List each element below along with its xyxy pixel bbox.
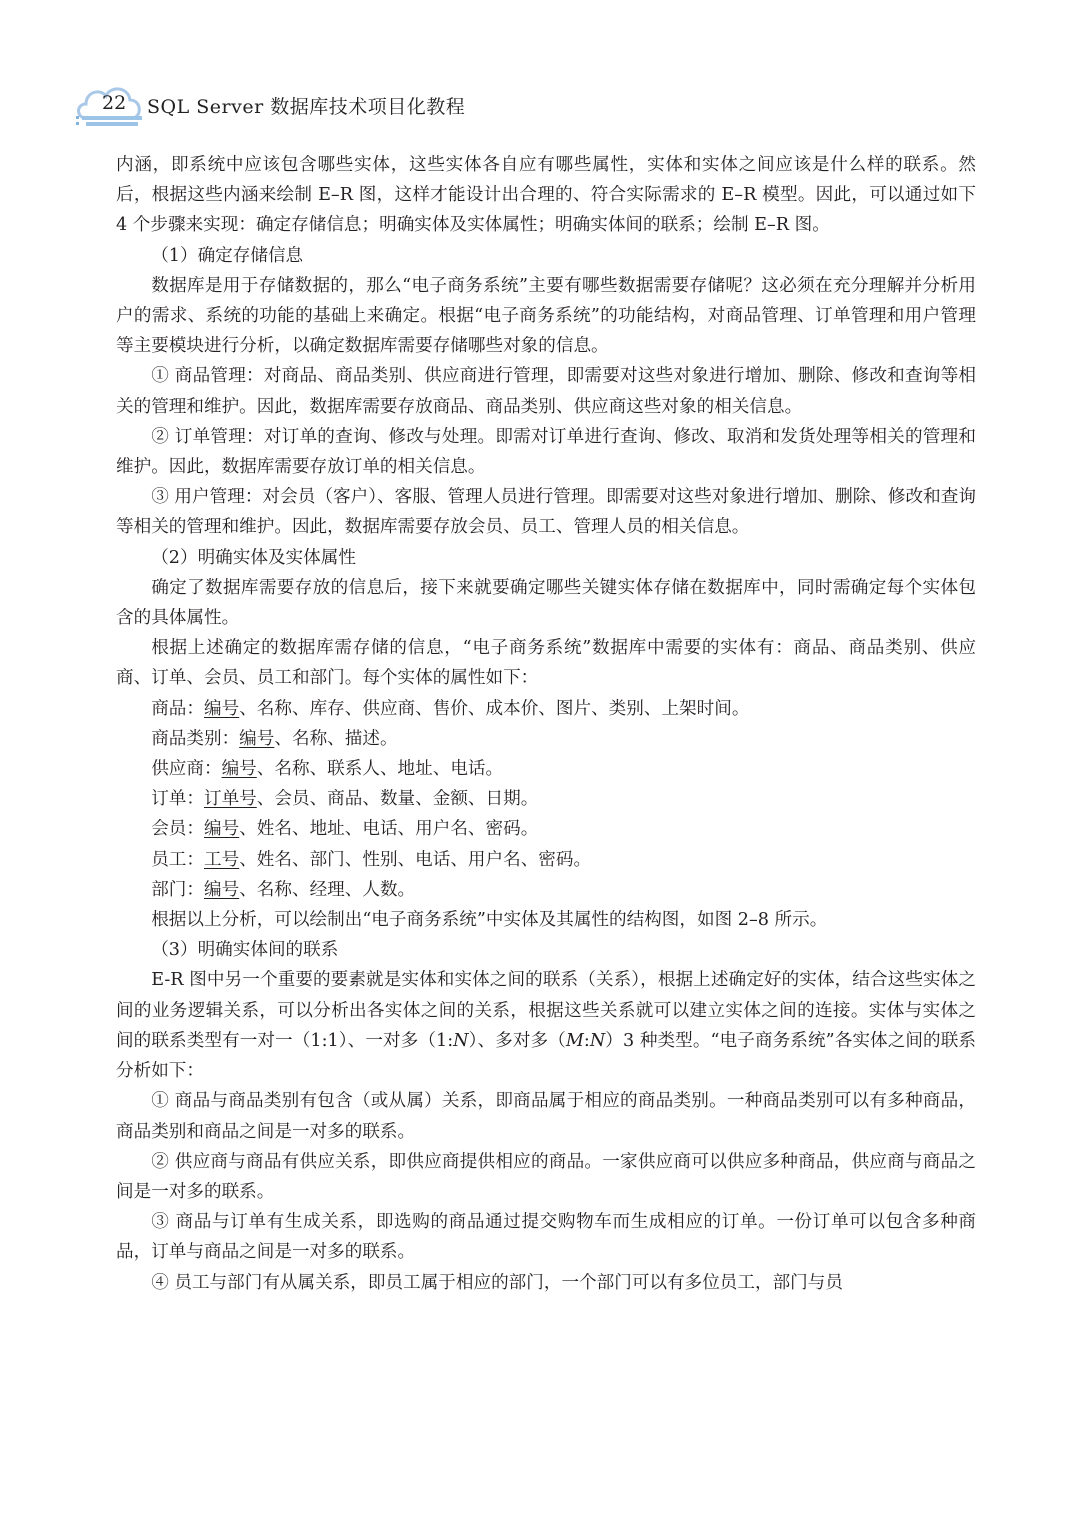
list-item: ④ 员工与部门有从属关系，即员工属于相应的部门，一个部门可以有多位员工，部门与员 — [151, 1272, 843, 1293]
list-item: ① 商品管理：对商品、商品类别、供应商进行管理，即需要对这些对象进行增加、删除、修改和查询等相关的管理和维护。因此，数据库需要存放商品、商品类别、供应商这些对象的相关信息。 — [116, 366, 976, 417]
entity-key: 工号 — [203, 849, 240, 870]
text-run: : — [583, 1030, 590, 1051]
page-number: 22 — [102, 92, 127, 114]
entity-attrs: 、名称、联系人、地址、电话。 — [256, 759, 504, 780]
list-item: ③ 商品与订单有生成关系，即选购的商品通过提交购物车而生成相应的订单。一份订单可以包含多种商品，订单与商品之间是一对多的联系。 — [116, 1212, 976, 1263]
entity-label: 订单： — [151, 789, 204, 810]
list-item: ② 供应商与商品有供应关系，即供应商提供相应的商品。一家供应商可以供应多种商品，供应商与商品之间是一对多的联系。 — [116, 1151, 976, 1202]
entity-label: 会员： — [151, 819, 204, 840]
entity-label: 供应商： — [151, 759, 222, 780]
entity-key: 编号 — [203, 879, 240, 900]
page-body — [116, 150, 976, 1298]
entity-key: 编号 — [221, 759, 257, 780]
math-symbol: N — [453, 1030, 469, 1051]
entity-line — [116, 875, 976, 905]
entity-line — [116, 814, 976, 844]
list-item: ② 订单管理：对订单的查询、修改与处理。即需对订单进行查询、修改、取消和发货处理等相关的管理和维护。因此，数据库需要存放订单的相关信息。 — [116, 426, 976, 478]
paragraph: 数据库是用于存储数据的，那么“电子商务系统”主要有哪些数据需要存储呢？这必须在充分理解并分析用户的需求、系统的功能的基础上来确定。根据“电子商务系统”的功能结构，对商品管理、订单管理和用户管理等主要模块进行分析，以确定数据库需要存储哪些对象的信息。 — [116, 275, 976, 357]
entity-label: 员工： — [151, 849, 204, 870]
paragraph: 根据上述确定的数据库需存储的信息，“电子商务系统”数据库中需要的实体有：商品、商品类别、供应商、订单、会员、员工和部门。每个实体的属性如下： — [116, 638, 976, 689]
math-symbol: M — [565, 1030, 584, 1051]
entity-key: 编号 — [203, 698, 240, 719]
entity-key: 编号 — [239, 728, 275, 749]
section-heading-1: （1）确定存储信息 — [151, 245, 304, 266]
entity-attrs: 、名称、库存、供应商、售价、成本价、图片、类别、上架时间。 — [239, 698, 750, 719]
entity-key: 订单号 — [203, 789, 257, 810]
paragraph: 根据以上分析，可以绘制出“电子商务系统”中实体及其属性的结构图，如图 2–8 所示。 — [151, 910, 828, 931]
entity-line — [116, 845, 976, 875]
text-run: ）3 种类型。“电子商务系统”各实体之间的联系分析如下： — [116, 1030, 976, 1082]
text-run: ）、多对多（ — [468, 1030, 566, 1051]
entity-line — [116, 724, 976, 754]
text-run: E-R 图中另一个重要的要素就是实体和实体之间的联系（关系），根据上述确定好的实体，结合这些实体之间的业务逻辑关系，可以分析出各实体之间的关系，根据这些关系就可以建立实体之间的连接。实体与实体之间的联系类型有一对一（1:1）、一对多（1: — [116, 970, 976, 1051]
entity-label: 商品： — [151, 698, 204, 719]
page-header — [72, 78, 492, 134]
entity-label: 部门： — [151, 879, 204, 900]
math-symbol: N — [589, 1030, 606, 1051]
section-heading-3: （3）明确实体间的联系 — [151, 940, 339, 961]
entity-line — [116, 754, 976, 784]
list-item: ③ 用户管理：对会员（客户）、客服、管理人员进行管理。即需要对这些对象进行增加、删除、修改和查询等相关的管理和维护。因此，数据库需要存放会员、员工、管理人员的相关信息。 — [116, 487, 976, 538]
entity-attrs: 、姓名、地址、电话、用户名、密码。 — [239, 819, 539, 840]
entity-line — [116, 784, 976, 814]
entity-line — [116, 694, 976, 724]
intro-paragraph: 内涵，即系统中应该包含哪些实体，这些实体各自应有哪些属性，实体和实体之间应该是什么样的联系。然后，根据这些内涵来绘制 E–R 图，这样才能设计出合理的、符合实际需求的 E–R 模型。因此，可以通过如下 4 个步骤来实现：确定存储信息；明确实体及实体属性；明确实体间的联系；绘制 E–R 图。 — [116, 155, 976, 236]
entity-label: 商品类别： — [151, 728, 240, 749]
paragraph: 确定了数据库需要存放的信息后，接下来就要确定哪些关键实体存储在数据库中，同时需确定每个实体包含的具体属性。 — [116, 577, 976, 629]
paragraph — [116, 965, 976, 1086]
list-item: ① 商品与商品类别有包含（或从属）关系，即商品属于相应的商品类别。一种商品类别可以有多种商品，商品类别和商品之间是一对多的联系。 — [116, 1091, 976, 1142]
entity-attrs: 、姓名、部门、性别、电话、用户名、密码。 — [239, 849, 592, 870]
entity-attrs: 、会员、商品、数量、金额、日期。 — [256, 789, 539, 810]
entity-attrs: 、名称、描述。 — [274, 728, 398, 749]
entity-key: 编号 — [203, 819, 240, 840]
section-heading-2: （2）明确实体及实体属性 — [151, 547, 356, 568]
entity-attrs: 、名称、经理、人数。 — [239, 879, 416, 900]
book-title: SQL Server 数据库技术项目化教程 — [147, 96, 466, 118]
